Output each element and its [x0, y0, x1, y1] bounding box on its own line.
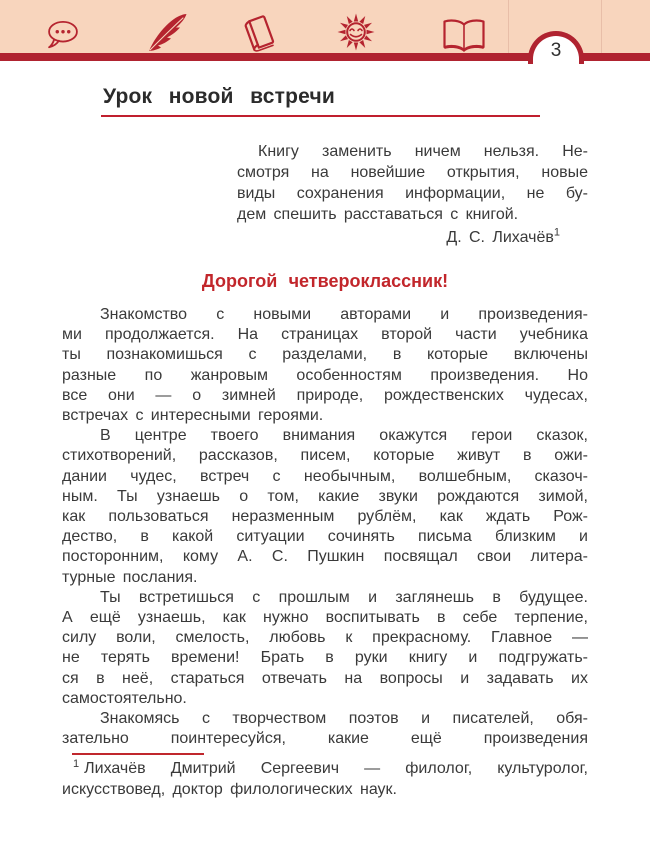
- text-line: стихотворений, рассказов, писем, которые живут в ожи-: [62, 447, 588, 465]
- intro-paragraph-4: [62, 709, 588, 749]
- attribution-text: Д. С. Лихачёв: [446, 229, 554, 246]
- text-line: разные по жанровым особенностям произведения. Но: [62, 366, 588, 384]
- greeting-heading: Дорогой четвероклассник!: [201, 271, 449, 291]
- text-line: как пользоваться неразменным рублём, как ждать Рож-: [62, 508, 588, 526]
- sun-icon: [335, 11, 377, 53]
- closed-book-icon: [241, 13, 281, 53]
- intro-paragraph-1: [62, 305, 588, 426]
- footnote-separator: [72, 753, 204, 755]
- text-line: смотря на новейшие открытия, новые: [237, 164, 588, 181]
- footnote: [62, 759, 588, 800]
- intro-paragraph-3: [62, 588, 588, 709]
- epigraph-attribution: [237, 227, 588, 248]
- text-line: дество, в какой ситуации сочинять письма близким и: [62, 528, 588, 546]
- text-line: ми продолжается. На страницах второй части учебника: [62, 326, 588, 344]
- text-line: зательно поинтересуйся, какие ещё произведения: [62, 730, 588, 748]
- title-underline: [101, 115, 540, 117]
- footnote-line: искусствовед, доктор филологических наук.: [62, 780, 397, 798]
- text-line: Знакомясь с творчеством поэтов и писателей, обя-: [100, 710, 588, 728]
- open-book-icon: [441, 17, 487, 53]
- epigraph: [237, 141, 588, 248]
- text-line: самостоятельно.: [62, 689, 187, 707]
- feather-icon: [147, 13, 187, 53]
- footnote-marker: 1: [73, 758, 80, 771]
- page-content: [0, 84, 650, 800]
- header-divider: [508, 0, 509, 53]
- page-number: 3: [550, 40, 562, 61]
- footnote-text: Лихачёв Дмитрий Сергеевич — филолог, культуролог,: [84, 760, 588, 778]
- text-line: ты познакомишься с разделами, в которые включены: [62, 346, 588, 364]
- footnote-reference: 1: [553, 226, 560, 239]
- text-line: все они — о зимней природе, рождественских чудесах,: [62, 386, 588, 404]
- text-line: не терять времени! Брать в руки книгу и подгружать-: [62, 649, 588, 667]
- text-line: силу воли, смелость, любовь к прекрасному. Главное —: [62, 629, 588, 647]
- text-line: Книгу заменить ничем нельзя. Не-: [258, 143, 588, 160]
- text-line: Ты встретишься с прошлым и заглянешь в будущее.: [100, 588, 588, 606]
- body-text: [62, 305, 588, 749]
- intro-paragraph-2: [62, 426, 588, 588]
- speech-bubble-icon: [45, 17, 81, 53]
- text-line: турные послания.: [62, 568, 198, 586]
- text-line: В центре твоего внимания окажутся герои сказок,: [100, 427, 588, 445]
- footnote-line: [62, 759, 588, 780]
- text-line: ным. Ты узнаешь о том, какие звуки рождаются зимой,: [62, 487, 588, 505]
- text-line: виды сохранения информации, не бу-: [237, 185, 588, 202]
- header-divider: [601, 0, 602, 53]
- text-line: ся в неё, стараться отвечать на вопросы и задавать их: [62, 669, 588, 687]
- page-title: Урок новой встречи: [103, 85, 336, 108]
- page-header: [0, 0, 650, 61]
- text-line: дании чудес, встреч с необычным, волшебным, сказоч-: [62, 467, 588, 485]
- text-line: дем спешить расставаться с книгой.: [237, 206, 519, 223]
- text-line: встречах с интересными героями.: [62, 407, 324, 425]
- epigraph-lines: [237, 141, 588, 225]
- text-line: Знакомство с новыми авторами и произведения-: [100, 306, 588, 323]
- text-line: посторонним, кому А. С. Пушкин посвящал свои литера-: [62, 548, 588, 566]
- text-line: А ещё узнаешь, как нужно воспитывать в себе терпение,: [62, 609, 588, 627]
